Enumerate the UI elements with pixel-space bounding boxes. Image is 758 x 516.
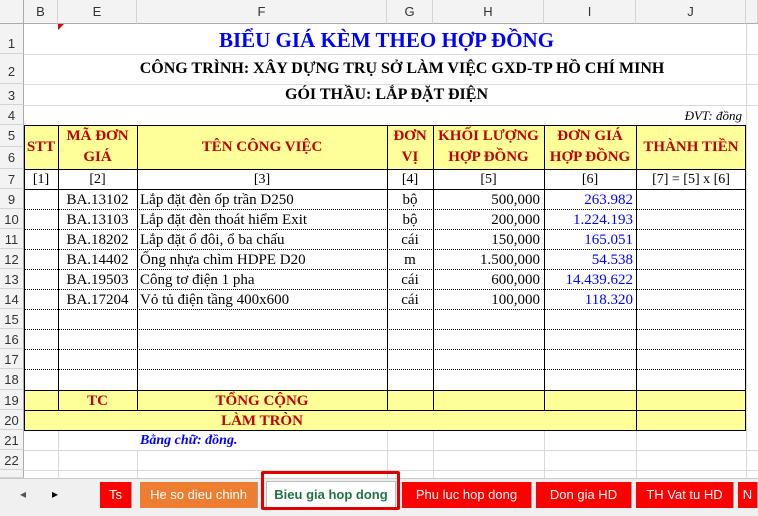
header-khoi-luong-line2: HỢP ĐỒNG [448,149,529,165]
comment-indicator-icon [58,24,64,30]
tab-n[interactable]: N [738,482,758,508]
row-header[interactable]: 18 [0,369,24,390]
total-code: TC [87,393,108,409]
item-unit: m [404,252,416,268]
item-price: 263.982 [584,192,633,208]
item-qty: 500,000 [491,192,540,208]
item-name: Vỏ tủ điện tầng 400x600 [140,292,290,308]
row-header[interactable]: 1 [0,24,24,54]
item-qty: 600,000 [491,272,540,288]
item-name: Lắp đặt ổ đôi, ổ ba chấu [140,232,285,248]
item-qty: 1.500,000 [480,252,540,268]
index-cell: [3] [253,172,271,187]
sheet-tab-bar [0,478,758,516]
item-unit: bộ [402,192,418,208]
item-code: BA.17204 [66,292,129,308]
column-header-i[interactable]: I [544,0,636,24]
item-unit: cái [401,232,419,248]
column-header-g[interactable]: G [387,0,433,24]
row-header[interactable]: 15 [0,309,24,329]
header-ma-don-gia-line1: MÃ ĐƠN [66,128,129,144]
item-unit: bộ [402,212,418,228]
item-name: Lắp đặt đèn thoát hiểm Exit [140,212,308,228]
next-sheet-button[interactable]: ▸ [52,487,59,501]
row-header[interactable]: 4 [0,105,24,125]
index-cell: [7] = [5] x [6] [652,172,730,187]
package-name: GÓI THẦU: LẮP ĐẶT ĐIỆN [285,86,488,103]
row-header[interactable]: 13 [0,269,24,289]
index-cell: [2] [89,172,106,187]
row-header[interactable]: 3 [0,84,24,105]
index-cell: [4] [401,172,419,187]
row-header[interactable]: 12 [0,249,24,269]
tab-ts[interactable]: Ts [100,482,132,508]
item-unit: cái [401,272,419,288]
project-name: CÔNG TRÌNH: XÂY DỰNG TRỤ SỞ LÀM VIỆC GXD-TP HỒ CHÍ MINH [139,60,665,77]
row-header[interactable]: 20 [0,410,24,430]
prev-sheet-button[interactable]: ◂ [20,487,27,501]
tab-he-so-dieu-chinh[interactable]: He so dieu chinh [140,482,258,508]
item-price: 118.320 [584,292,633,308]
header-ten-cong-viec: TÊN CÔNG VIỆC [201,139,323,155]
tab-phu-luc-hop-dong[interactable]: Phu luc hop dong [402,482,532,508]
row-header[interactable]: 11 [0,229,24,249]
item-qty: 100,000 [491,292,540,308]
column-header-b[interactable]: B [24,0,58,24]
item-code: BA.14402 [66,252,129,268]
row-header[interactable]: 5 [0,125,24,147]
row-header[interactable]: 9 [0,189,24,209]
tab-don-gia-hd[interactable]: Don gia HD [536,482,632,508]
header-don-vi-line2: VỊ [401,149,419,165]
index-cell: [5] [480,172,497,187]
row-header[interactable]: 16 [0,329,24,349]
row-header[interactable]: 6 [0,147,24,169]
row-header[interactable]: 2 [0,54,24,84]
item-unit: cái [401,292,419,308]
header-ma-don-gia-line2: GIÁ [83,149,112,165]
item-qty: 150,000 [491,232,540,248]
column-header-e[interactable]: E [58,0,137,24]
row-header[interactable] [0,470,24,478]
amount-in-words: Bằng chữ: đồng. [140,433,238,448]
header-khoi-luong-line1: KHỐI LƯỢNG [438,128,539,144]
index-cell: [6] [581,172,599,187]
tab-bieu-gia-hop-dong[interactable]: Bieu gia hop dong [266,481,396,509]
column-header-k[interactable] [746,0,758,24]
column-header-j[interactable]: J [636,0,746,24]
row-header[interactable]: 17 [0,349,24,369]
row-header[interactable]: 10 [0,209,24,229]
row-header[interactable]: 22 [0,450,24,470]
row-header[interactable]: 19 [0,390,24,410]
item-price: 14.439.622 [565,272,633,288]
header-thanh-tien: THÀNH TIỀN [643,139,739,155]
item-name: Lắp đặt đèn ốp trần D250 [140,192,294,208]
item-code: BA.13102 [66,192,129,208]
item-price: 1.224.193 [573,212,633,228]
item-name: Ống nhựa chìm HDPE D20 [140,252,306,268]
header-don-vi-line1: ĐƠN [393,128,427,144]
item-price: 165.051 [584,232,633,248]
header-stt: STT [26,139,56,155]
total-label: TỔNG CỘNG [215,393,309,409]
row-header[interactable]: 7 [0,169,24,189]
header-don-gia-line1: ĐƠN GIÁ [557,128,623,144]
row-header[interactable]: 21 [0,430,24,450]
item-price: 54.538 [591,252,633,268]
unit-note: ĐVT: đồng [684,108,742,123]
item-code: BA.13103 [66,212,129,228]
select-all-corner[interactable] [0,0,24,24]
item-qty: 200,000 [491,212,540,228]
index-cell: [1] [32,172,50,187]
tab-th-vat-tu-hd[interactable]: TH Vat tu HD [636,482,734,508]
item-name: Công tơ điện 1 pha [140,272,255,288]
page-title: BIỂU GIÁ KÈM THEO HỢP ĐỒNG [218,28,555,52]
header-don-gia-line2: HỢP ĐỒNG [549,149,631,165]
column-header-h[interactable]: H [433,0,544,24]
column-header-f[interactable]: F [137,0,387,24]
item-code: BA.18202 [66,232,129,248]
item-code: BA.19503 [66,272,129,288]
row-header[interactable]: 14 [0,289,24,309]
rounding-label: LÀM TRÒN [221,413,303,429]
